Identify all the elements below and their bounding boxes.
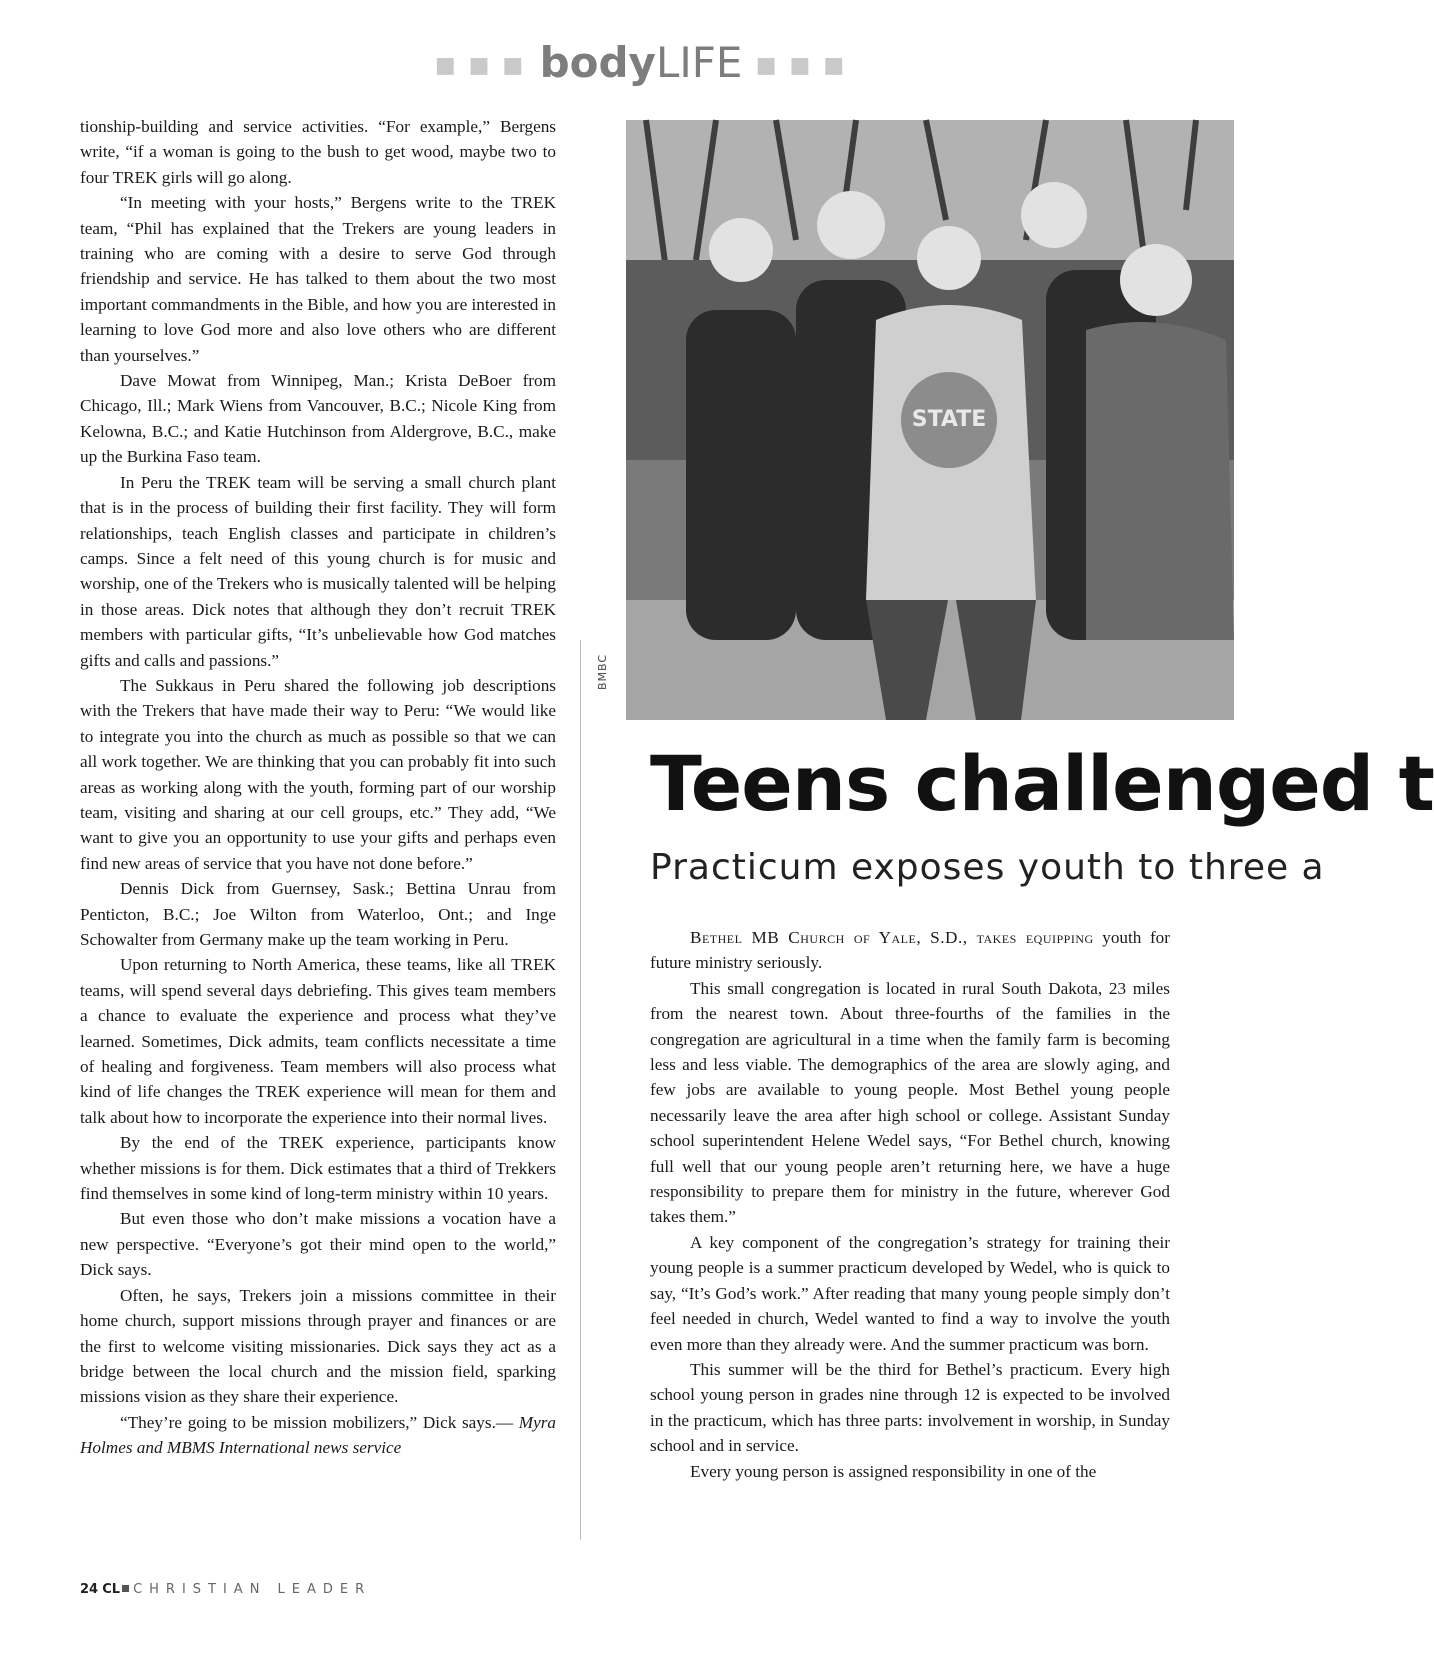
section-title-bold: body xyxy=(539,38,656,87)
paragraph: The Sukkaus in Peru shared the following job descriptions with the Trekers that have made their way to Peru: “We would like to integrate you into the church as much as possible so that we can all work together. We are thinking that you can probably fit into such areas as working along with the youth, forming part of our worship team, visiting and sharing at our cell groups, etc.” They add, “We want to give you an opportunity to use your gifts and perhaps even find new areas of service that you have not done before.” xyxy=(80,675,556,873)
paragraph: In Peru the TREK team will be serving a small church plant that is in the process of building their first facility. They will form relationships, teach English classes and participate in children’s camps. Since a felt need of this young church is for music and worship, one of the Trekers who is musically talented will be helping in those areas. Dick notes that although they don’t recruit TREK members with particular gifts, “It’s unbelievable how God matches gifts and calls and passions.” xyxy=(80,472,556,670)
closing-quote: “They’re going to be mission mobilizers,” Dick says.— xyxy=(120,1412,514,1432)
shirt-logo-text: STATE xyxy=(911,407,987,432)
right-column-article xyxy=(650,925,1170,1484)
paragraph: Dennis Dick from Guernsey, Sask.; Bettina Unrau from Penticton, B.C.; Joe Wilton from Waterloo, Ont.; and Inge Schowalter from Germany make up the team working in Peru. xyxy=(80,879,556,949)
lead-rest: youth for future ministry seriously. xyxy=(650,928,1170,973)
byline: Myra Holmes and MBMS International news service xyxy=(80,1412,557,1458)
header-dots-left: ■ ■ ■ xyxy=(434,53,527,78)
footer-square-icon xyxy=(122,1585,129,1592)
paragraph: This small congregation is located in rural South Dakota, 23 miles from the nearest town. About three-fourths of the families in the congregation are agricultural in a time when the family farm is becoming less and less viable. The demographics of the area are slowly aging, and few jobs are available to young people. Most Bethel young people necessarily leave the area after high school or college. Assistant Sunday school superintendent Helene Wedel says, “For Bethel church, knowing full well that our young people aren’t returning here, we have a huge responsibility to prepare them for ministry in the future, wherever God takes them.” xyxy=(650,978,1170,1227)
magazine-abbrev: CL xyxy=(102,1582,121,1597)
section-header xyxy=(0,38,1282,87)
photo-illustration xyxy=(626,120,1234,720)
photo-credit: BMBC xyxy=(596,653,609,690)
paragraph: tionship-building and service activities. “For example,” Bergens write, “if a woman is going to the bush to get wood, maybe two to four TREK girls will go along. xyxy=(80,117,556,187)
page-footer xyxy=(80,1582,371,1597)
paragraph: Upon returning to North America, these teams, like all TREK teams, will spend several days debriefing. This gives team members a chance to evaluate the experience and process what they’ve learned. Sometimes, Dick admits, team conflicts necessitate a time of healing and forgiveness. Team members will also process what kind of life changes the TREK experience will mean for them and talk about how to incorporate the experience into their normal lives. xyxy=(80,955,556,1127)
paragraph: Every young person is assigned responsibility in one of the xyxy=(690,1461,1097,1481)
column-divider xyxy=(580,640,581,1540)
magazine-name: CHRISTIAN LEADER xyxy=(133,1582,372,1597)
paragraph: A key component of the congregation’s strategy for training their young people is a summer practicum developed by Wedel, who is quick to say, “It’s God’s work.” After reading that many young people simply don’t feel needed in church, Wedel wanted to find a way to involve the youth even more than they already were. And the summer practicum was born. xyxy=(650,1232,1170,1354)
paragraph: But even those who don’t make missions a vocation have a new perspective. “Everyone’s got their mind open to the world,” Dick says. xyxy=(80,1209,556,1280)
paragraph: Often, he says, Trekers join a missions committee in their home church, support missions through prayer and finances or are the first to welcome visiting missionaries. Dick says they act as a bridge between the local church and the mission field, sparking missions vision as they share their experience. xyxy=(80,1285,556,1407)
paragraph-closing xyxy=(80,1410,556,1461)
lead-small-caps: Bethel MB Church of Yale, S.D., takes equipping xyxy=(690,928,1094,947)
left-column-article xyxy=(80,114,556,1461)
paragraph: By the end of the TREK experience, participants know whether missions is for them. Dick estimates that a third of Trekkers find themselves in some kind of long-term ministry within 10 years. xyxy=(80,1133,556,1204)
paragraph: Dave Mowat from Winnipeg, Man.; Krista DeBoer from Chicago, Ill.; Mark Wiens from Vancouver, B.C.; Nicole King from Kelowna, B.C.; and Katie Hutchinson from Aldergrove, B.C., make up the Burkina Faso team. xyxy=(80,371,556,467)
section-title-light: LIFE xyxy=(655,38,743,87)
teens-group-photo xyxy=(626,120,1234,720)
header-dots-right: ■ ■ ■ xyxy=(755,53,848,78)
article-subhead: Practicum exposes youth to three a xyxy=(650,847,1325,888)
paragraph: “In meeting with your hosts,” Bergens write to the TREK team, “Phil has explained that the Trekers are young leaders in training who are coming with a desire to serve God through friendship and service. He has talked to them about the two most important commandments in the Bible, and how you are interested in learning to love God more and also love others who are different than yourselves.” xyxy=(80,193,556,365)
page-number: 24 xyxy=(80,1582,99,1597)
lead-paragraph xyxy=(650,925,1170,976)
paragraph: This summer will be the third for Bethel’s practicum. Every high school young person in grades nine through 12 is expected to be involved in the practicum, which has three parts: involvement in worship, in Sunday school and in service. xyxy=(650,1359,1170,1456)
article-headline: Teens challenged t xyxy=(650,739,1434,828)
